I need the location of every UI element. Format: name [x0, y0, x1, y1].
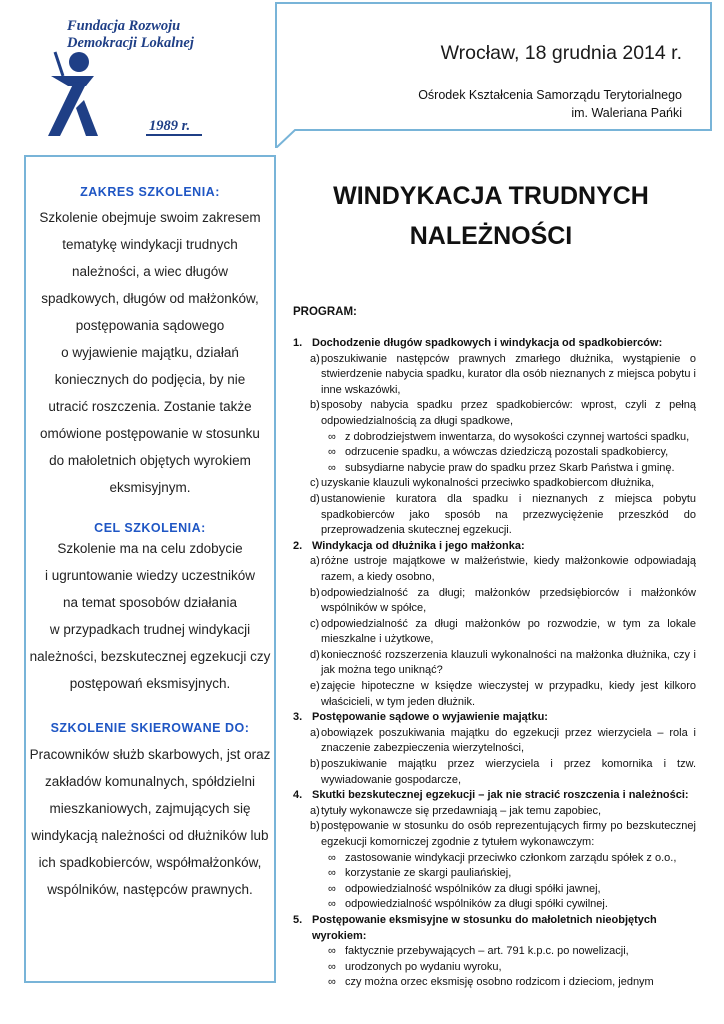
item-letter: a): [310, 555, 320, 568]
program-item: [293, 492, 696, 539]
subitem-text: zastosowanie windykacji przeciwko członkom zarządu spółek z o.o.,: [345, 851, 677, 864]
item-text: uzyskanie klauzuli wykonalności przeciwko spadkobiercom dłużnika,: [321, 477, 655, 490]
item-text: sposoby nabycia spadku przez spadkobierców: wprost, czyli z pełną odpowiedzialnością za długi spadkowe,: [321, 399, 696, 427]
program-section: [293, 788, 696, 804]
program-item: [293, 586, 696, 617]
program-section: [293, 913, 696, 944]
logo-underline: [146, 134, 202, 136]
sidebar-text-line: wspólników, następców prawnych.: [47, 882, 253, 897]
program-item: [293, 726, 696, 757]
infinity-bullet-icon: ∞: [328, 867, 336, 880]
logo-year: 1989 r.: [149, 118, 191, 134]
infinity-bullet-icon: ∞: [328, 446, 336, 459]
program-bullet: [293, 960, 696, 976]
item-letter: a): [310, 352, 320, 365]
program-bullet: [293, 944, 696, 960]
sidebar-text-line: postępowania sądowego: [75, 318, 225, 333]
item-letter: d): [310, 648, 320, 661]
item-letter: a): [310, 726, 320, 739]
sidebar-text-line: windykacją należności od dłużników lub: [31, 828, 269, 843]
institution-patron: im. Waleriana Pańki: [571, 106, 682, 120]
item-text: odpowiedzialność za długi; małżonków przedsiębiorców i małżonków wspólników w spółce,: [321, 586, 696, 615]
bullet-text: urodzonych po wydaniu wyroku,: [345, 960, 502, 973]
sidebar-text-line: na temat sposobów działania: [62, 595, 238, 610]
program-section: [293, 336, 696, 352]
sidebar-text-line: ich spadkobierców, współmałżonków,: [38, 855, 262, 870]
item-letter: e): [310, 680, 320, 693]
program-item: [293, 398, 696, 429]
sidebar-text-line: postępowań eksmisyjnych.: [69, 676, 231, 691]
item-letter: b): [310, 399, 320, 412]
program-item: [293, 819, 696, 850]
program-section: [293, 539, 696, 555]
sidebar-text-line: i ugruntowanie wiedzy uczestników: [44, 568, 256, 583]
program-item: [293, 648, 696, 679]
logo-org-name: Fundacja Rozwoju Demokracji Lokalnej: [67, 18, 194, 51]
sidebar-text-line: koniecznych do podjęcia, by nie: [54, 372, 246, 387]
sidebar-text-line: do małoletnich objętych wyrokiem: [49, 453, 251, 468]
program-subitem: [293, 882, 696, 898]
sidebar-text-line: omówione postępowanie w stosunku: [40, 426, 260, 441]
item-text: ustanowienie kuratora dla spadku i nieznanych z miejsca pobytu spadkobierców jako sposób na przezwyciężenie przeszkód do przeprowadzenia skutecznej egzekucji.: [321, 492, 696, 537]
item-letter: b): [310, 586, 320, 599]
item-text: zajęcie hipoteczne w księdze wieczystej w przypadku, kiedy jest kilkoro właścicieli, w tym jeden dłużnik.: [321, 680, 696, 708]
program-bullet: [293, 975, 696, 991]
bullet-text: czy można orzec eksmisję osobno rodzicom i dzieciom, jednym: [345, 976, 654, 989]
sidebar-text-line: zakładów komunalnych, spółdzielni: [44, 774, 256, 789]
item-text: obowiązek poszukiwania majątku do egzekucji przez wierzyciela – rola i znaczenie zabezpieczenia wierzytelności,: [321, 726, 696, 755]
infinity-bullet-icon: ∞: [328, 851, 336, 864]
program-item: [293, 617, 696, 648]
header-box-frame: [275, 2, 712, 148]
item-text: poszukiwanie następców prawnych zmarłego dłużnika, wystąpienie o stwierdzenie nabycia spadku, kurator dla osób nieznanych z miejsca pobytu i inne wskazówki,: [321, 352, 696, 396]
item-letter: c): [310, 477, 320, 490]
program-subitem: [293, 461, 696, 477]
infinity-bullet-icon: ∞: [328, 960, 336, 973]
page-title: WINDYKACJA TRUDNYCH NALEŻNOŚCI: [333, 182, 649, 250]
sidebar-text-line: Pracowników służb skarbowych, jst oraz: [29, 747, 271, 762]
sidebar-text-line: w przypadkach trudnej windykacji: [49, 622, 251, 637]
scope-text: [26, 204, 274, 501]
section-title: Windykacja od dłużnika i jego małżonka:: [312, 539, 525, 552]
section-title: Dochodzenie długów spadkowych i windykacja od spadkobierców:: [312, 337, 663, 349]
item-letter: b): [310, 758, 320, 771]
item-text: konieczność rozszerzenia klauzuli wykonalności na małżonka dłużnika, czy i jak można tego uniknąć?: [321, 648, 696, 677]
sidebar-text-line: mieszkaniowych, zajmujących się: [49, 801, 251, 816]
audience-heading: SZKOLENIE SKIEROWANE DO:: [50, 721, 250, 735]
program-item: [293, 352, 696, 399]
program-list: [293, 336, 696, 991]
organization-logo: [46, 14, 236, 142]
program-subitem: [293, 866, 696, 882]
subitem-text: z dobrodziejstwem inwentarza, do wysokości czynnej wartości spadku,: [345, 430, 690, 443]
subitem-text: odpowiedzialność wspólników za długi spółki jawnej,: [345, 882, 601, 895]
item-letter: a): [310, 804, 320, 817]
subitem-text: subsydiarne nabycie praw do spadku przez Skarb Państwa i gminę.: [345, 461, 675, 474]
item-text: odpowiedzialność za długi małżonków po rozwodzie, w tym za lokale mieszkalne i użytkowe,: [321, 617, 696, 646]
subitem-text: odrzucenie spadku, a wówczas dziedziczą pozostali spadkobiercy,: [345, 446, 669, 459]
program-subitem: [293, 445, 696, 461]
section-number: 3.: [293, 711, 303, 724]
institution-name: Ośrodek Kształcenia Samorządu Terytorialnego: [418, 88, 682, 102]
scope-heading: ZAKRES SZKOLENIA:: [80, 185, 220, 199]
section-title: Skutki bezskutecznej egzekucji – jak nie stracić roszczenia i należności:: [312, 789, 689, 802]
program-item: [293, 757, 696, 788]
section-title: Postępowanie eksmisyjne w stosunku do małoletnich nieobjętych wyrokiem:: [312, 913, 657, 942]
infinity-bullet-icon: ∞: [328, 976, 336, 989]
goal-heading: CEL SZKOLENIA:: [94, 521, 206, 535]
sidebar-text-line: należności, bezskutecznej egzekucji czy: [29, 649, 271, 664]
section-title: Postępowanie sądowe o wyjawienie majątku:: [312, 711, 548, 724]
program-item: [293, 476, 696, 492]
item-text: różne ustroje majątkowe w małżeństwie, kiedy małżonkowie odpowiadają razem, a kiedy osobno,: [321, 555, 696, 583]
item-letter: d): [310, 492, 320, 505]
program-subitem: [293, 851, 696, 867]
section-number: 4.: [293, 789, 303, 802]
infinity-bullet-icon: ∞: [328, 945, 336, 958]
section-number: 5.: [293, 913, 303, 926]
sidebar-text-line: należności, a wiec długów: [71, 264, 229, 279]
bullet-text: faktycznie przebywających – art. 791 k.p.c. po nowelizacji,: [345, 945, 629, 958]
section-number: 2.: [293, 539, 303, 552]
section-number: 1.: [293, 337, 303, 349]
item-text: poszukiwanie majątku przez wierzyciela i przez komornika i tzw. wywiadowanie gospodarcze,: [321, 758, 696, 786]
program-item: [293, 679, 696, 710]
item-letter: c): [310, 617, 320, 630]
subitem-text: odpowiedzialność wspólników za długi spółki cywilnej.: [345, 898, 608, 911]
header-box: [275, 2, 712, 148]
audience-text: [26, 741, 274, 903]
infinity-bullet-icon: ∞: [328, 882, 336, 895]
subitem-text: korzystanie ze skargi pauliańskiej,: [345, 867, 512, 880]
program-item: [293, 554, 696, 585]
infinity-bullet-icon: ∞: [328, 461, 336, 474]
sidebar-text-line: tematykę windykacji trudnych: [62, 237, 238, 252]
program-section: [293, 710, 696, 726]
training-info-sidebar: [24, 155, 276, 983]
sidebar-text-line: eksmisyjnym.: [109, 480, 191, 495]
sidebar-text-line: Szkolenie ma na celu zdobycie: [57, 541, 243, 556]
program-subitem: [293, 897, 696, 913]
sidebar-text-line: Szkolenie obejmuje swoim zakresem: [39, 210, 261, 225]
program-subitem: [293, 430, 696, 446]
program-item: [293, 804, 696, 820]
item-text: tytuły wykonawcze się przedawniają – jak temu zapobiec,: [321, 804, 602, 817]
infinity-bullet-icon: ∞: [328, 430, 336, 443]
goal-text: [26, 535, 274, 697]
fundation-figure-logo-icon: [46, 50, 106, 140]
sidebar-text-line: utracić roszczenia. Zostanie także: [48, 399, 252, 414]
sidebar-text-line: spadkowych, długów od małżonków,: [41, 291, 259, 306]
sidebar-text-line: o wyjawienie majątku, działań: [61, 345, 239, 360]
document-date: Wrocław, 18 grudnia 2014 r.: [440, 42, 682, 64]
program-label: PROGRAM:: [293, 306, 357, 318]
item-text: postępowanie w stosunku do osób reprezentujących firmy po bezskutecznej egzekucji komorniczej zgodnie z tytułem wykonawczym:: [321, 820, 696, 848]
item-letter: b): [310, 820, 320, 833]
infinity-bullet-icon: ∞: [328, 898, 336, 911]
